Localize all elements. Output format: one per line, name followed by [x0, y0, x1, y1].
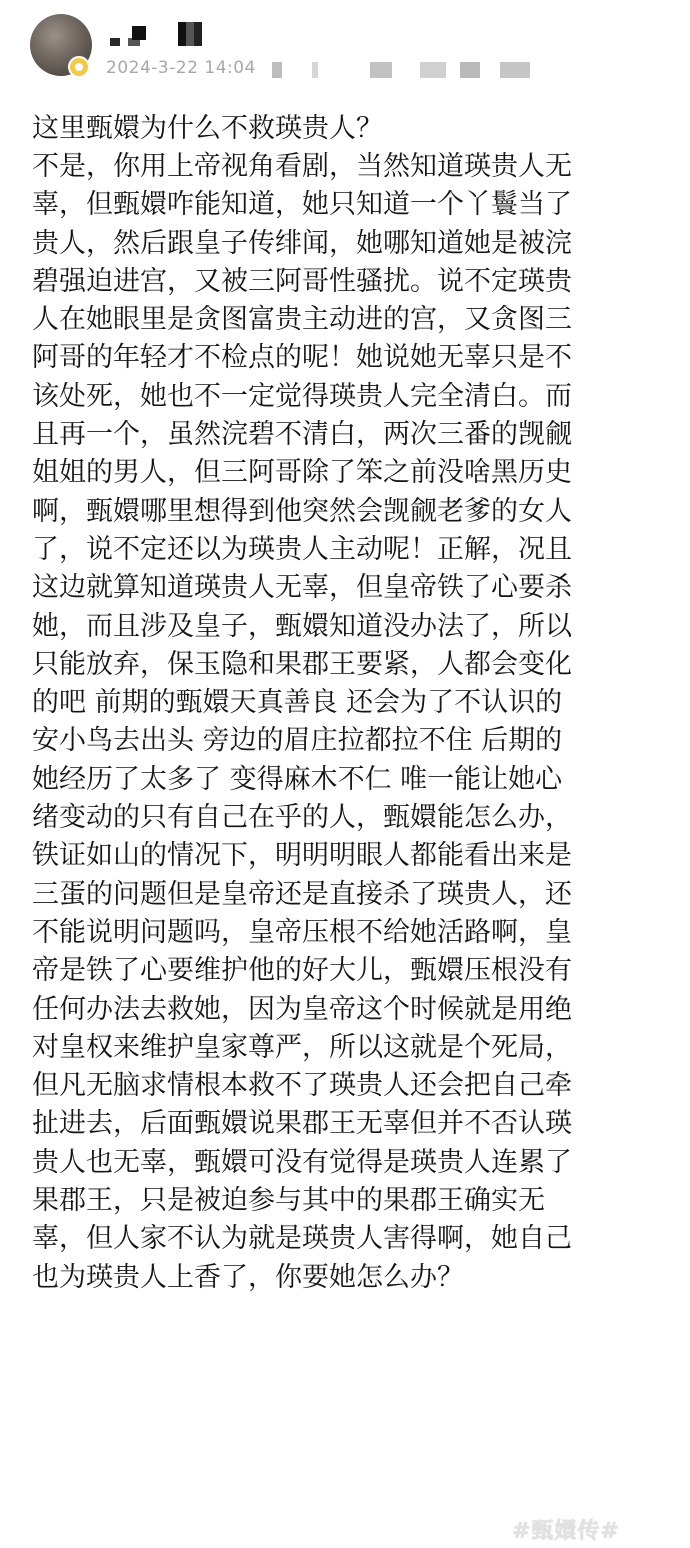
- post-text-line: 帝是铁了心要维护他的好大儿，甄嬛压根没有: [32, 955, 572, 987]
- post-text-line: 她，而且涉及皇子，甄嬛知道没办法了，所以: [32, 610, 572, 642]
- hashtag-watermark: #甄嬛传#: [512, 1519, 620, 1544]
- post-text-line: 但凡无脑求情根本救不了瑛贵人还会把自己牵: [32, 1070, 572, 1102]
- post-text-line: 贵人，然后跟皇子传绯闻，她哪知道她是被浣: [32, 227, 572, 259]
- post-text-line: 三蛋的问题但是皇帝还是直接杀了瑛贵人，还: [32, 878, 572, 910]
- post-text-line: 的吧 前期的甄嬛天真善良 还会为了不认识的: [32, 687, 563, 719]
- post-timestamp: 2024-3-22 14:04: [106, 58, 256, 78]
- post-text-line: 安小鸟去出头 旁边的眉庄拉都拉不住 后期的: [32, 725, 563, 757]
- post-text-line: 人在她眼里是贪图富贵主动进的宫，又贪图三: [32, 304, 572, 336]
- post-question: 这里甄嬛为什么不救瑛贵人？: [32, 113, 383, 144]
- mosaic-block: [178, 22, 202, 46]
- post-text-line: 不能说明问题吗，皇帝压根不给她活路啊，皇: [32, 916, 572, 948]
- post-text-line: 也为瑛贵人上香了，你要她怎么办？: [32, 1261, 464, 1293]
- post-text-line: 不是，你用上帝视角看剧，当然知道瑛贵人无: [32, 151, 572, 182]
- redacted-source: [370, 62, 392, 78]
- post-text-line: 只能放弃，保玉隐和果郡王要紧，人都会变化: [32, 648, 572, 680]
- post-header: [0, 0, 690, 100]
- post-body: [32, 110, 664, 1297]
- post-text-line: 辜，但甄嬛咋能知道，她只知道一个丫鬟当了: [32, 189, 572, 221]
- post-text-line: 铁证如山的情况下，明明明眼人都能看出来是: [32, 840, 572, 872]
- redacted-source: [312, 62, 318, 78]
- post-text-line: 啊，甄嬛哪里想得到他突然会觊觎老爹的女人: [32, 495, 572, 527]
- post-text-line: 阿哥的年轻才不检点的呢！她说她无辜只是不: [32, 342, 572, 374]
- redacted-source: [272, 62, 282, 78]
- redacted-source: [500, 62, 530, 78]
- post-text-line: 任何办法去救她，因为皇帝这个时候就是用绝: [32, 993, 572, 1025]
- post-text: [32, 148, 664, 1297]
- post-text-line: 该处死，她也不一定觉得瑛贵人完全清白。而: [32, 380, 572, 412]
- mosaic-block: [132, 26, 146, 40]
- post-text-line: 绪变动的只有自己在乎的人，甄嬛能怎么办，: [32, 802, 572, 834]
- redacted-source: [460, 62, 480, 78]
- post-text-line: 她经历了太多了 变得麻木不仁 唯一能让她心: [32, 763, 563, 795]
- post-text-line: 辜，但人家不认为就是瑛贵人害得啊，她自己: [32, 1223, 572, 1255]
- post-text-line: 了，说不定还以为瑛贵人主动呢！正解，况且: [32, 533, 572, 565]
- post-text-line: 这边就算知道瑛贵人无辜，但皇帝铁了心要杀: [32, 572, 572, 604]
- redacted-source: [420, 62, 446, 78]
- post-text-line: 扯进去，后面甄嬛说果郡王无辜但并不否认瑛: [32, 1108, 572, 1140]
- post-text-line: 对皇权来维护皇家尊严，所以这就是个死局，: [32, 1031, 572, 1063]
- verified-badge-icon: [68, 56, 90, 78]
- post-text-line: 果郡王，只是被迫参与其中的果郡王确实无: [32, 1185, 545, 1217]
- post-text-line: 碧强迫进宫，又被三阿哥性骚扰。说不定瑛贵: [32, 265, 572, 297]
- post-text-line: 贵人也无辜，甄嬛可没有觉得是瑛贵人连累了: [32, 1146, 572, 1178]
- mosaic-block: [110, 38, 120, 46]
- post-text-line: 姐姐的男人，但三阿哥除了笨之前没啥黑历史: [32, 457, 572, 489]
- post-text-line: 且再一个，虽然浣碧不清白，两次三番的觊觎: [32, 419, 572, 451]
